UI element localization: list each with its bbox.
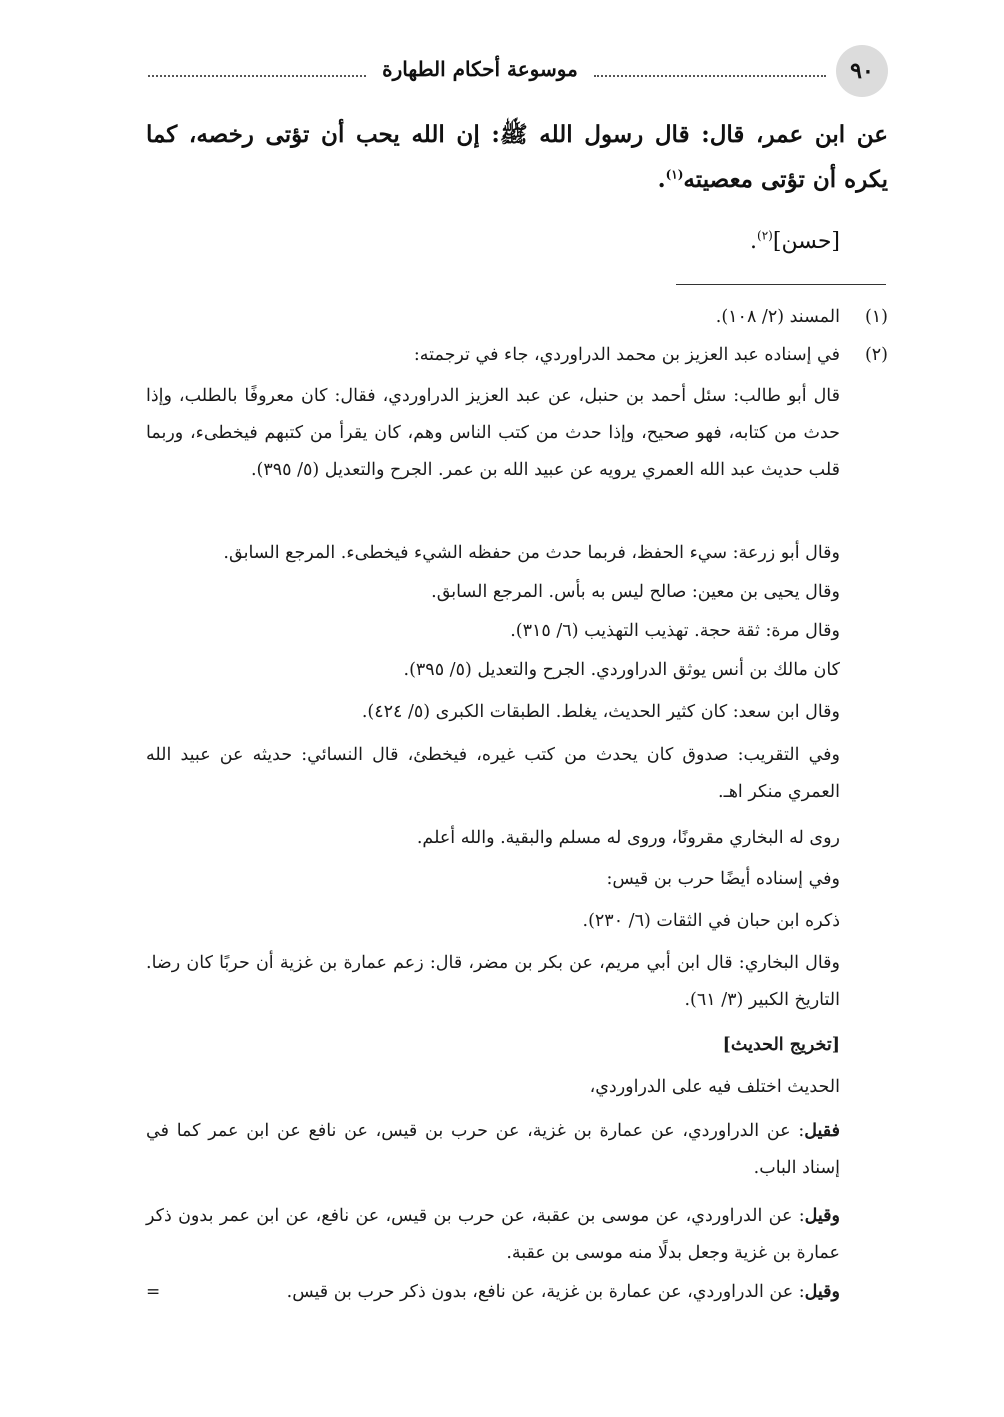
header-dotted-rule-right bbox=[594, 75, 826, 77]
abu-zura-line: وقال أبو زرعة: سيء الحفظ، فربما حدث من حفظه الشيء فيخطىء. المرجع السابق. bbox=[223, 543, 840, 563]
footnote-1-text: المسند (٢/ ١٠٨). bbox=[715, 307, 840, 327]
taqrib-paragraph: وفي التقريب: صدوق كان يحدث من كتب غيره، فيخطئ، قال النسائي: حديثه عن عبيد الله العمري منكر اهـ. bbox=[146, 745, 840, 802]
footnote-1-number: (١) bbox=[864, 307, 888, 327]
harb-intro-line: وفي إسناده أيضًا حرب بن قيس: bbox=[606, 869, 840, 889]
qil-3-line bbox=[287, 1282, 840, 1302]
qil-2-text: : عن الدراوردي، عن موسى بن عقبة، عن حرب بن قيس، عن نافع، عن ابن عمر بدون ذكر عمارة بن غزية وجعل بدلًا منه موسى بن عقبة. bbox=[146, 1206, 840, 1263]
hadith-end: . bbox=[657, 166, 666, 193]
qil-1-text: : عن الدراوردي، عن عمارة بن غزية، عن حرب بن قيس، عن نافع عن ابن عمر كما في إسناد الباب. bbox=[146, 1121, 840, 1178]
qil-2-label: وقيل bbox=[804, 1206, 840, 1226]
running-title: موسوعة أحكام الطهارة bbox=[382, 57, 578, 81]
marra-line: وقال مرة: ثقة حجة. تهذيب التهذيب (٦/ ٣١٥). bbox=[510, 621, 840, 641]
hadith-grade bbox=[600, 224, 840, 260]
abu-talib-paragraph: قال أبو طالب: سئل أحمد بن حنبل، عن عبد العزيز الدراوردي، فقال: كان معروفًا بالطلب، وإذا حدث من كتابه، فهو صحيح، وإذا حدث من كتب الناس وهم، كان يقرأ من كتبهم فيخطىء، وربما قلب حديث عبد الله العمري يرويه عن عبيد الله بن عمر. الجرح والتعديل (٥/ ٣٩٥). bbox=[146, 386, 840, 480]
qil-3-label: وقيل bbox=[804, 1282, 840, 1302]
header-dotted-rule-left bbox=[148, 75, 366, 77]
footnote-2-number: (٢) bbox=[864, 345, 888, 365]
grade-end: . bbox=[750, 229, 758, 254]
page-number-badge bbox=[836, 45, 888, 97]
rawa-line: روى له البخاري مقرونًا، وروى له مسلم والبقية. والله أعلم. bbox=[416, 828, 840, 848]
ibn-saad-line: وقال ابن سعد: كان كثير الحديث، يغلط. الطبقات الكبرى (٥/ ٤٢٤). bbox=[361, 702, 840, 722]
ibn-hibban-line: ذكره ابن حبان في الثقات (٦/ ٢٣٠). bbox=[582, 911, 840, 931]
qil-3-text: : عن الدراوردي، عن عمارة بن غزية، عن نافع، بدون ذكر حرب بن قيس. bbox=[286, 1282, 805, 1302]
continuation-marker: = bbox=[146, 1282, 161, 1302]
takhrij-heading: [تخريج الحديث] bbox=[722, 1035, 840, 1055]
hadith-text-block bbox=[146, 112, 888, 202]
page-number: ٩٠ bbox=[850, 58, 874, 84]
footnote-ref-1[interactable]: (١) bbox=[665, 167, 684, 182]
footnote-2-intro: في إسناده عبد العزيز بن محمد الدراوردي، جاء في ترجمته: bbox=[413, 345, 840, 365]
footnote-separator bbox=[676, 284, 886, 285]
grade-text: [حسن] bbox=[772, 229, 840, 254]
ibn-main-line: وقال يحيى بن معين: صالح ليس به بأس. المرجع السابق. bbox=[431, 582, 840, 602]
bukhari-paragraph: وقال البخاري: قال ابن أبي مريم، عن بكر بن مضر، قال: زعم عمارة بن غزية أن حربًا كان رضا. التاريخ الكبير (٣/ ٦١). bbox=[146, 953, 840, 1010]
footnote-ref-2[interactable]: (٢) bbox=[757, 228, 773, 243]
qil-1-paragraph bbox=[146, 1113, 840, 1187]
qil-2-paragraph bbox=[146, 1198, 840, 1272]
hadith-text: عن ابن عمر، قال: قال رسول الله ﷺ: إن الله يحب أن تؤتى رخصه، كما يكره أن تؤتى معصيته bbox=[146, 121, 888, 193]
qil-1-label: فقيل bbox=[804, 1121, 840, 1141]
ikhtilaf-line: الحديث اختلف فيه على الدراوردي، bbox=[589, 1077, 840, 1097]
malik-line: كان مالك بن أنس يوثق الدراوردي. الجرح والتعديل (٥/ ٣٩٥). bbox=[403, 660, 840, 680]
